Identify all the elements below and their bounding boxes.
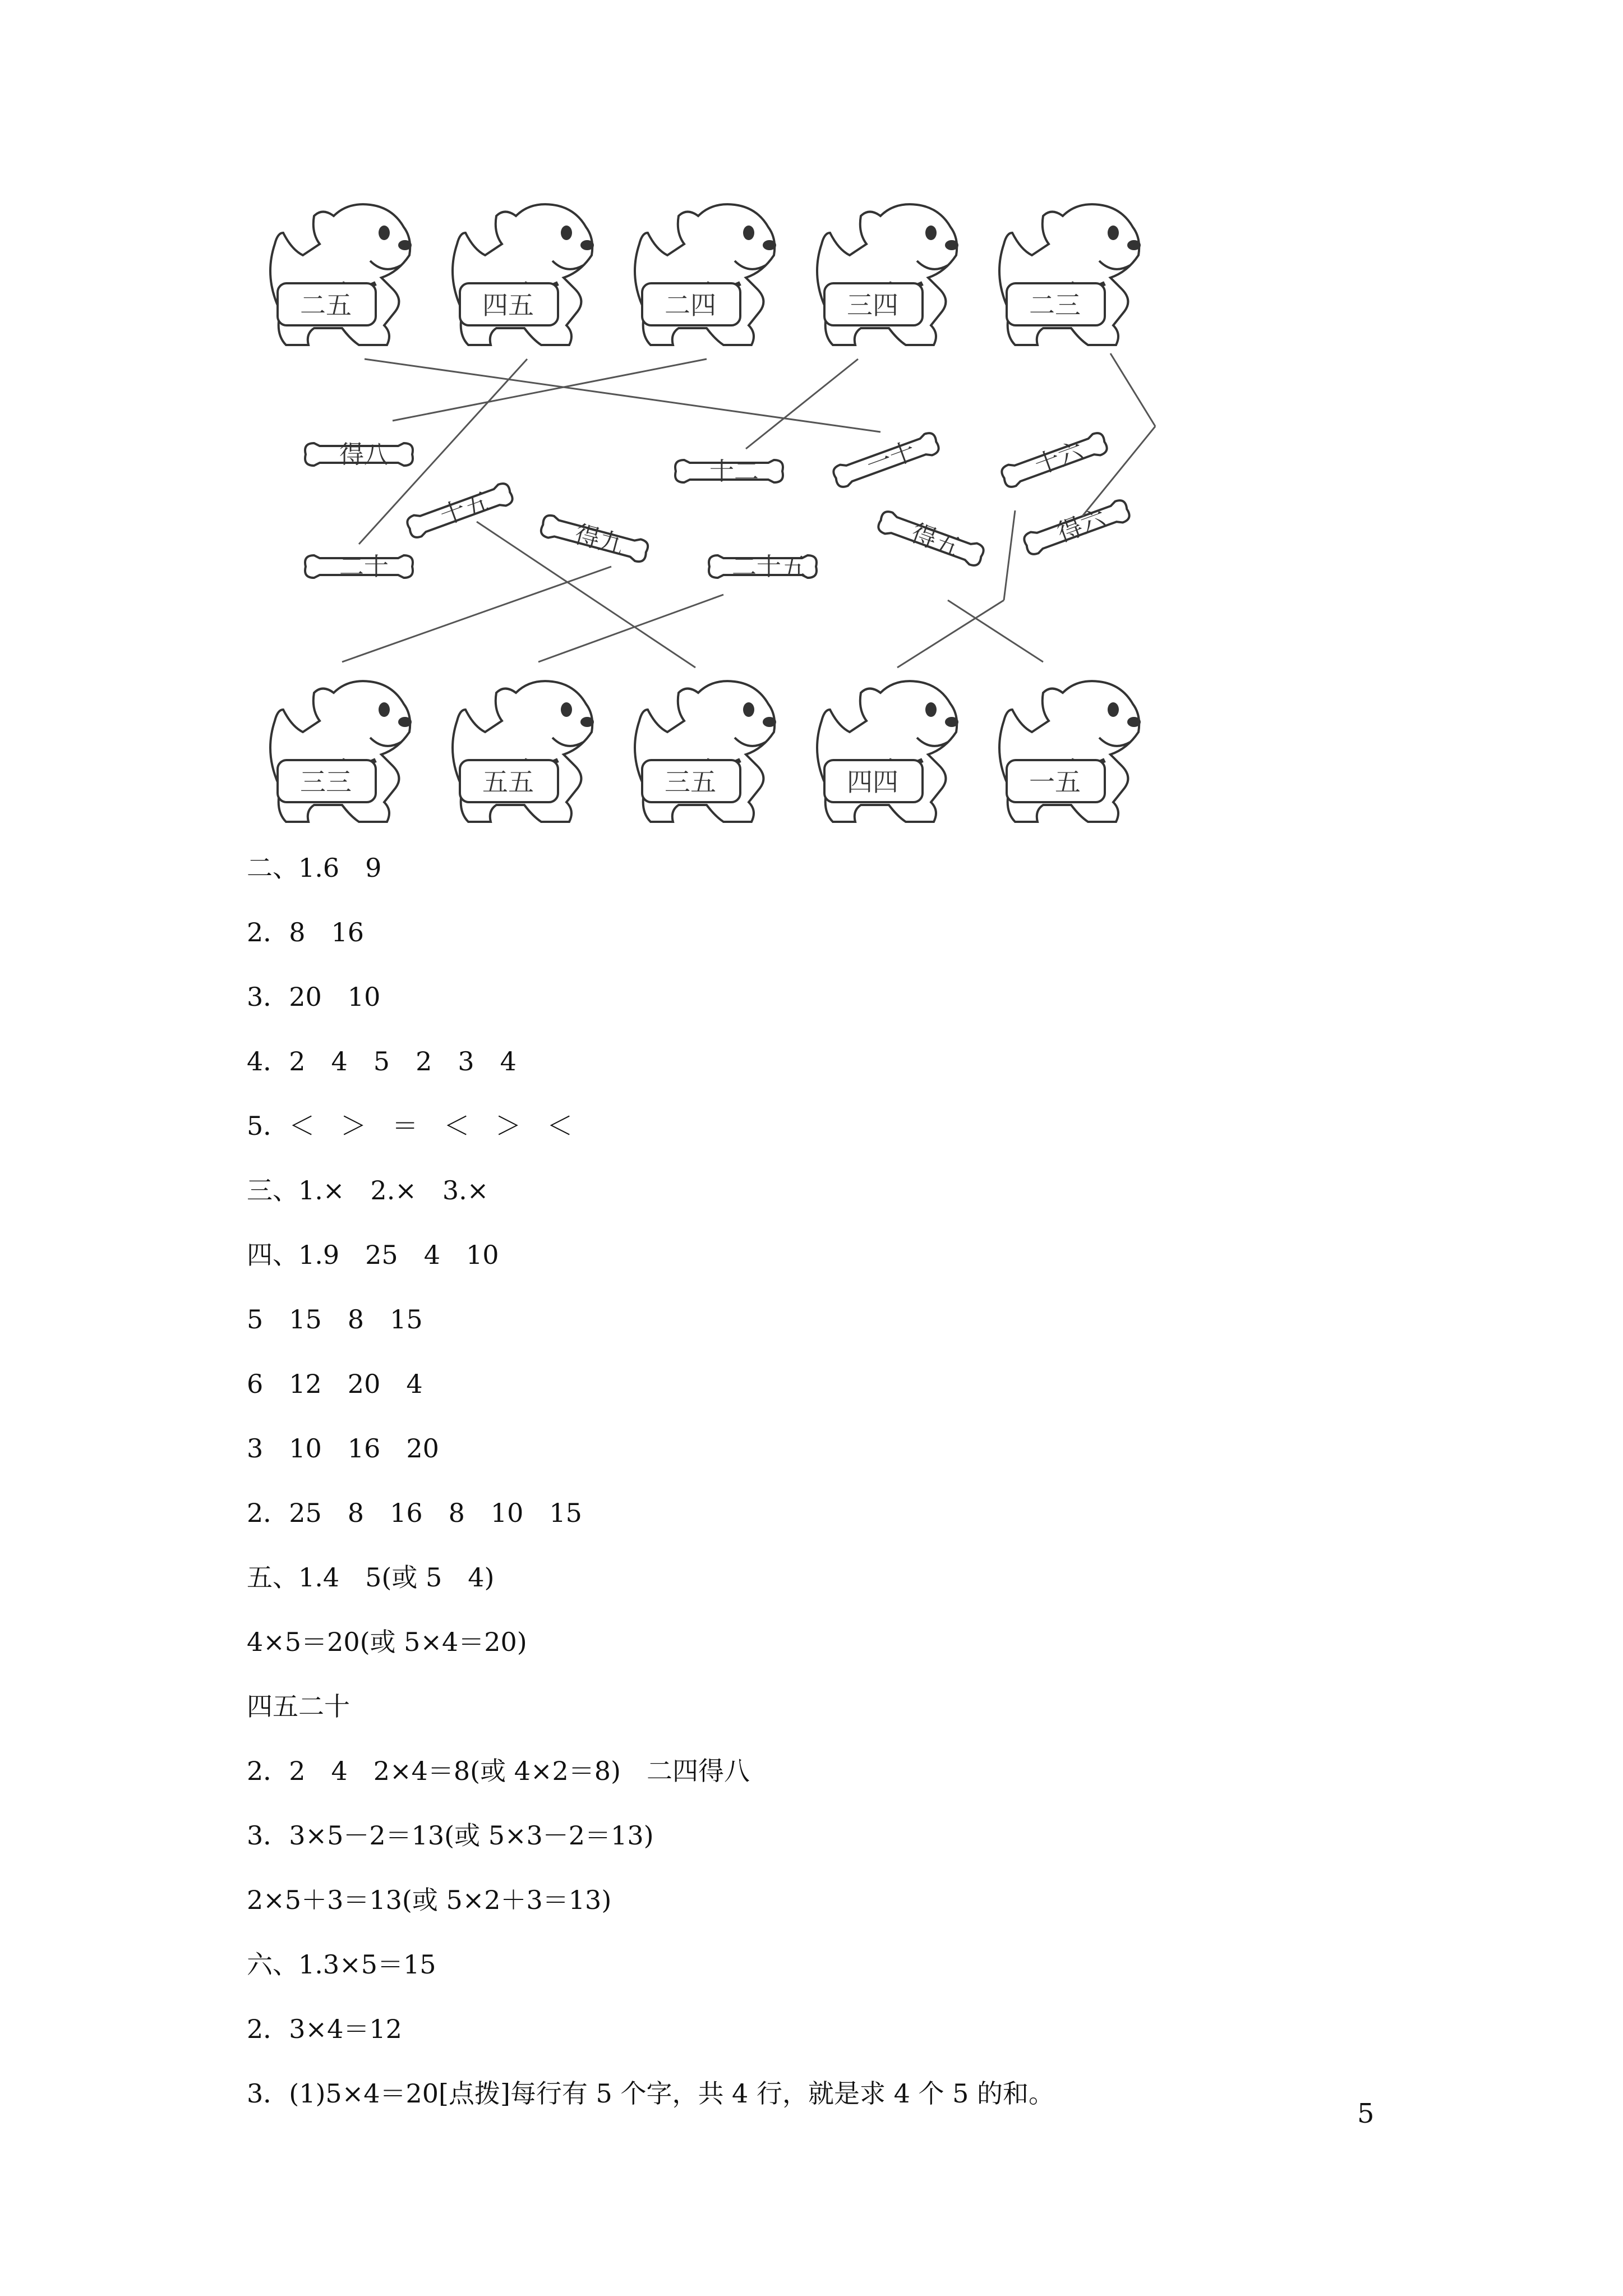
answer-line-4: 4．2 4 5 2 3 4 bbox=[247, 1046, 517, 1076]
dog-bottom-2 bbox=[453, 681, 594, 822]
dog-top-3 bbox=[635, 204, 776, 345]
bone-2 bbox=[404, 479, 515, 543]
answer-list bbox=[247, 836, 1424, 2126]
dog-top-4-label: 三四 bbox=[847, 290, 898, 320]
dog-top-5-label: 二三 bbox=[1029, 290, 1081, 320]
bone-9 bbox=[999, 429, 1110, 493]
bone-1 bbox=[305, 440, 413, 469]
dog-bottom-5 bbox=[999, 681, 1141, 822]
dog-bottom-2-label: 五五 bbox=[482, 767, 534, 797]
bone-8-label: 得五 bbox=[907, 518, 964, 563]
dog-top-2-label: 四五 bbox=[482, 290, 534, 320]
match-line bbox=[393, 359, 707, 421]
dog-top-3-label: 二四 bbox=[665, 290, 716, 320]
match-line bbox=[365, 359, 880, 432]
match-line bbox=[538, 595, 723, 662]
answer-line-14: 四五二十 bbox=[247, 1691, 350, 1722]
answer-line-16: 3．3×5－2＝13(或 5×3－2＝13) bbox=[247, 1820, 654, 1851]
answer-line-6: 三、1.× 2.× 3.× bbox=[247, 1175, 489, 1205]
bone-7 bbox=[831, 429, 942, 493]
dog-top-2 bbox=[453, 204, 594, 345]
answer-line-20: 3．(1)5×4＝20[点拨]每行有 5 个字，共 4 行，就是求 4 个 5 的和。 bbox=[247, 2078, 1054, 2109]
bone-2-label: 十五 bbox=[436, 487, 493, 531]
bone-10 bbox=[1021, 496, 1132, 560]
dog-bottom-1-label: 三三 bbox=[300, 767, 352, 797]
match-line bbox=[1004, 510, 1015, 600]
answer-line-12: 五、1.4 5(或 5 4) bbox=[247, 1562, 495, 1593]
answer-line-8: 5 15 8 15 bbox=[247, 1304, 423, 1335]
dog-top-1-label: 二五 bbox=[300, 290, 352, 320]
answer-line-18: 六、1.3×5＝15 bbox=[247, 1949, 436, 1980]
answer-line-5: 5．＜ ＞ ＝ ＜ ＞ ＜ bbox=[247, 1111, 573, 1141]
answer-line-13: 4×5＝20(或 5×4＝20) bbox=[247, 1627, 527, 1657]
bone-4 bbox=[539, 511, 651, 567]
bone-8 bbox=[875, 507, 986, 571]
dog-top-5 bbox=[999, 204, 1141, 345]
bone-6-label: 二十五 bbox=[732, 553, 806, 581]
answer-line-1: 二、1.6 9 bbox=[247, 853, 382, 883]
answer-line-17: 2×5＋3＝13(或 5×2＋3＝13) bbox=[247, 1885, 612, 1915]
dog-bottom-5-label: 一五 bbox=[1029, 767, 1081, 797]
matching-figure bbox=[0, 0, 1623, 853]
bone-3 bbox=[305, 553, 413, 581]
bone-3-label: 二十 bbox=[339, 553, 389, 581]
dog-top-4 bbox=[817, 204, 958, 345]
page-number: 5 bbox=[1357, 2098, 1375, 2129]
bone-6 bbox=[709, 553, 817, 581]
dog-bottom-3-label: 三五 bbox=[665, 767, 716, 797]
answer-line-9: 6 12 20 4 bbox=[247, 1369, 423, 1399]
bone-5 bbox=[675, 457, 783, 486]
match-line bbox=[746, 359, 858, 449]
answer-line-11: 2．25 8 16 8 10 15 bbox=[247, 1498, 582, 1528]
answer-line-3: 3．20 10 bbox=[247, 982, 381, 1012]
match-line bbox=[897, 600, 1004, 668]
match-line bbox=[1110, 353, 1155, 426]
bone-10-label: 得六 bbox=[1053, 504, 1110, 548]
answer-line-15: 2．2 4 2×4＝8(或 4×2＝8) 二四得八 bbox=[247, 1756, 750, 1786]
bone-7-label: 一十 bbox=[863, 436, 919, 481]
bone-4-label: 得九 bbox=[571, 519, 627, 560]
answer-line-2: 2．8 16 bbox=[247, 917, 365, 947]
dog-bottom-3 bbox=[635, 681, 776, 822]
dog-bottom-1 bbox=[270, 681, 412, 822]
answer-line-7: 四、1.9 25 4 10 bbox=[247, 1240, 499, 1270]
dog-bottom-4 bbox=[817, 681, 958, 822]
bone-9-label: 十六 bbox=[1031, 436, 1087, 481]
answer-line-10: 3 10 16 20 bbox=[247, 1433, 439, 1464]
match-line bbox=[948, 600, 1043, 662]
dog-top-1 bbox=[270, 204, 412, 345]
bone-5-label: 十二 bbox=[709, 457, 759, 486]
bone-1-label: 得八 bbox=[339, 440, 389, 469]
dog-bottom-4-label: 四四 bbox=[847, 767, 898, 797]
answer-line-19: 2．3×4＝12 bbox=[247, 2014, 402, 2044]
